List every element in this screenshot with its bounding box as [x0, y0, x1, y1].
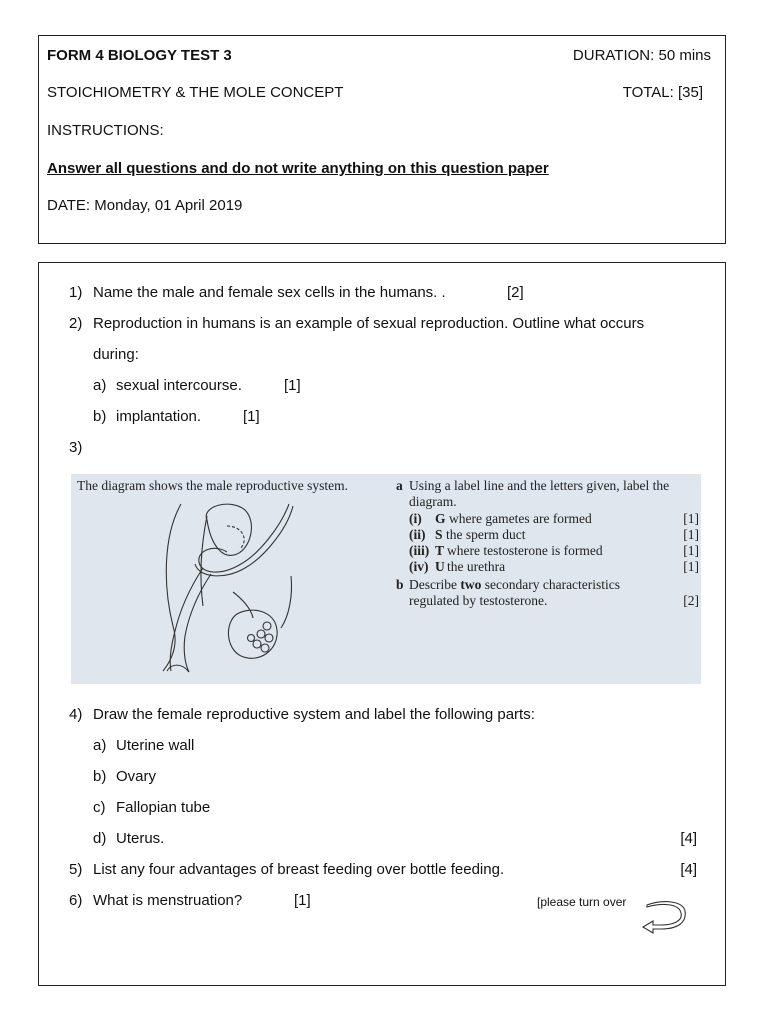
figure-part-b-text: Describe two secondary characteristics: [409, 577, 621, 592]
question-2-continued: during:: [93, 346, 139, 363]
question-marks: [4]: [680, 830, 697, 847]
turn-over-note: [please turn over: [537, 895, 627, 909]
figure-label-item: (iv) U the urethra [1]: [409, 559, 699, 574]
question-marks: [1]: [294, 892, 311, 909]
question-number: 5): [69, 861, 83, 878]
question-4b: b) Ovary: [93, 768, 157, 785]
male-reproductive-system-diagram: [141, 496, 331, 676]
question-marks: [4]: [680, 861, 697, 878]
question-marks: [2]: [507, 284, 524, 301]
question-number: 6): [69, 892, 83, 909]
subquestion-marks: [1]: [284, 377, 301, 394]
instructions-label: INSTRUCTIONS:: [47, 122, 164, 139]
figure-part-a-letter: a: [396, 478, 403, 493]
instructions-text: Answer all questions and do not write anything on this question paper: [47, 160, 549, 177]
figure-part-a-text-cont: diagram.: [409, 494, 457, 509]
question-4a: a) Uterine wall: [93, 737, 195, 754]
figure-part-b-marks: [2]: [683, 593, 699, 608]
figure-caption: The diagram shows the male reproductive system.: [77, 478, 349, 493]
question-4: [69, 706, 709, 726]
question-text: Reproduction in humans is an example of sexual reproduction. Outline what occurs: [93, 315, 645, 332]
question-4d: d) Uterus. [4]: [93, 830, 697, 847]
topic: STOICHIOMETRY & THE MOLE CONCEPT: [47, 84, 344, 101]
question-text: Draw the female reproductive system and label the following parts:: [93, 706, 535, 723]
question-number: 1): [69, 284, 83, 301]
question-number: 4): [69, 706, 83, 723]
question-5: [69, 861, 697, 881]
figure-part-a-text: Using a label line and the letters given, label the: [409, 478, 670, 493]
subquestion-text: implantation.: [116, 408, 202, 425]
question-4c: c) Fallopian tube: [93, 799, 211, 816]
test-date: DATE: Monday, 01 April 2019: [47, 197, 243, 214]
subquestion-text: sexual intercourse.: [116, 377, 242, 394]
question-2b: [93, 408, 393, 428]
test-title: FORM 4 BIOLOGY TEST 3: [47, 47, 232, 64]
figure-label-item: (iii) T where testosterone is formed [1]: [409, 543, 699, 558]
total-marks: TOTAL: [35]: [622, 84, 703, 101]
figure-label-item: (ii) S the sperm duct [1]: [409, 527, 699, 542]
subquestion-letter: b): [93, 408, 107, 425]
male-reproductive-system-figure: [71, 474, 701, 684]
figure-label-list: [409, 511, 699, 581]
question-6: [69, 892, 369, 912]
question-3-number: 3): [69, 439, 83, 456]
question-1: [69, 284, 709, 304]
subquestion-marks: [1]: [243, 408, 260, 425]
header-box: [38, 35, 726, 244]
subquestion-letter: a): [93, 377, 107, 394]
curved-arrow-icon: [639, 899, 687, 935]
question-2: [69, 315, 709, 335]
question-text: Name the male and female sex cells in the humans. .: [93, 284, 446, 301]
figure-part-b-letter: b: [396, 577, 404, 592]
question-number: 2): [69, 315, 83, 332]
question-text: List any four advantages of breast feeding over bottle feeding.: [93, 861, 505, 878]
questions-box: [38, 262, 726, 986]
question-text: What is menstruation?: [93, 892, 243, 909]
figure-part-b-line2: regulated by testosterone. [2]: [409, 593, 699, 608]
figure-label-item: (i) G where gametes are formed [1]: [409, 511, 699, 526]
question-2a: [93, 377, 393, 397]
duration: DURATION: 50 mins: [572, 47, 711, 64]
